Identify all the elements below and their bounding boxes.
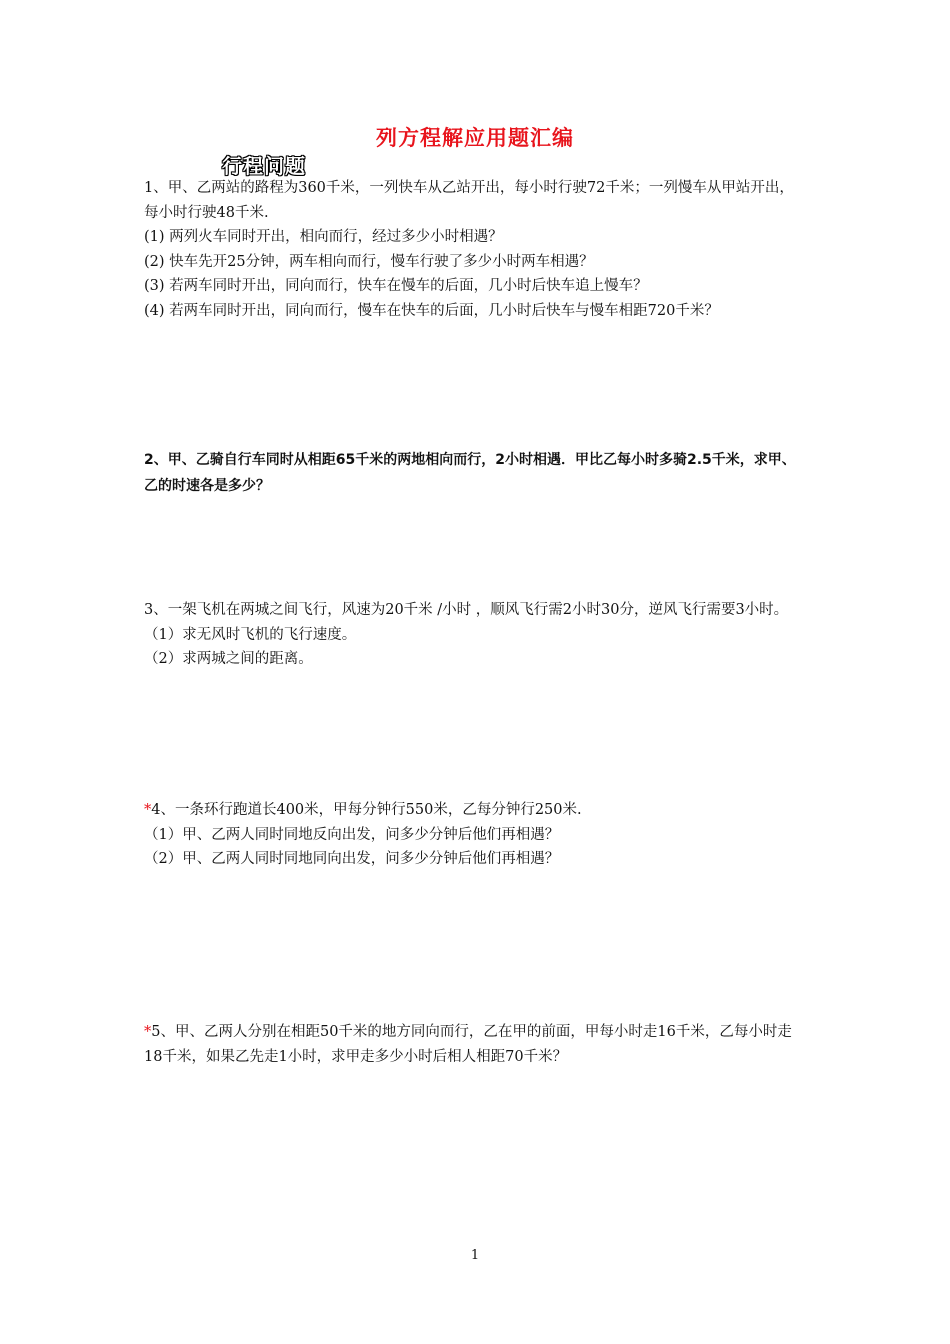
question-part: (3) 若两车同时开出，同向而行，快车在慢车的后面，几小时后快车追上慢车？ [144, 278, 648, 294]
page-title: 列方程解应用题汇编 [376, 126, 574, 150]
question-part: (4) 若两车同时开出，同向而行，慢车在快车的后面，几小时后快车与慢车相距720千米？ [144, 302, 719, 319]
question-stem: *4、一条环行跑道长400米，甲每分钟行550米，乙每分钟行250米. [144, 802, 582, 818]
question-part: （1）甲、乙两人同时同地反向出发，问多少分钟后他们再相遇？ [144, 826, 560, 843]
star-marker: * [144, 802, 152, 818]
page-number: 1 [470, 1248, 480, 1263]
question-stem: *5、甲、乙两人分别在相距50千米的地方同向而行，乙在甲的前面，甲每小时走16千米，乙每小时走18千米，如果乙先走1小时，求甲走多少小时后相人相距70千米？ [144, 1024, 792, 1065]
question-part: (1) 两列火车同时开出，相向而行，经过多少小时相遇？ [144, 229, 503, 245]
question-4 [144, 798, 808, 872]
question-3 [144, 598, 808, 672]
question-2 [144, 447, 808, 499]
question-stem: 3、一架飞机在两城之间飞行，风速为20千米 /小时 ，顺风飞行需2小时30分，逆风飞行需要3小时。 [144, 602, 789, 618]
question-part: (2) 快车先开25分钟，两车相向而行，慢车行驶了多少小时两车相遇？ [144, 253, 594, 270]
question-stem: 1、甲、乙两站的路程为360千米，一列快车从乙站开出，每小时行驶72千米；一列慢车从甲站开出，每小时行驶48千米. [144, 180, 794, 221]
section-heading: 行程问题 [222, 154, 306, 178]
question-part: （2）甲、乙两人同时同地同向出发，问多少分钟后他们再相遇？ [144, 851, 560, 867]
question-1 [144, 176, 808, 323]
question-part: （2）求两城之间的距离。 [144, 651, 313, 667]
star-marker: * [144, 1024, 152, 1040]
question-5 [144, 1020, 808, 1069]
question-part: （1）求无风时飞机的飞行速度。 [144, 626, 357, 643]
question-stem: 2、甲、乙骑自行车同时从相距65千米的两地相向而行，2小时相遇．甲比乙每小时多骑2.5千米，求甲、乙的时速各是多少？ [144, 452, 796, 494]
